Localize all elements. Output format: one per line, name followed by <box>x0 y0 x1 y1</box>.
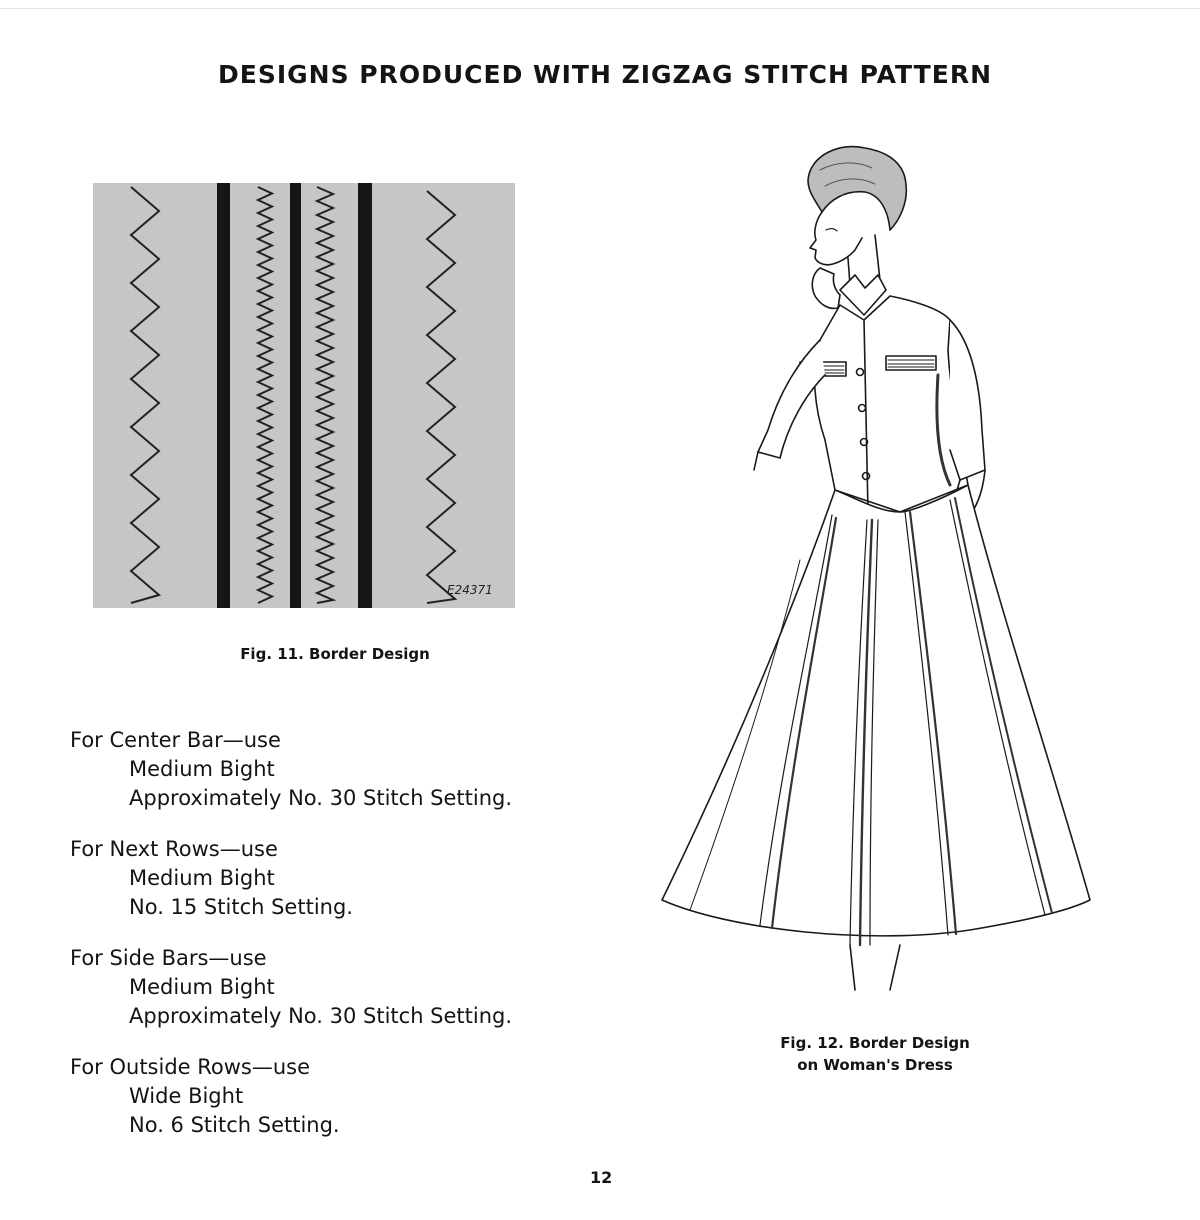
page-number: 12 <box>590 1168 613 1187</box>
instruction-heading: For Next Rows—use <box>70 837 278 861</box>
instruction-stitch-setting: Approximately No. 30 Stitch Setting. <box>129 1004 513 1028</box>
fig12-caption <box>735 1032 1015 1076</box>
bodice <box>815 296 968 512</box>
border-design-sample-image <box>93 183 515 608</box>
instruction-center-bar <box>70 726 630 813</box>
instruction-stitch-setting: No. 15 Stitch Setting. <box>129 895 353 919</box>
hand <box>812 268 840 308</box>
page-title: DESIGNS PRODUCED WITH ZIGZAG STITCH PATTERN <box>217 60 992 89</box>
instruction-heading: For Side Bars—use <box>70 946 267 970</box>
pocket-trim-right <box>886 356 936 370</box>
instruction-side-bars <box>70 944 630 1031</box>
woman-dress-illustration <box>650 140 1100 1020</box>
skirt <box>662 485 1090 936</box>
instruction-bight: Medium Bight <box>129 975 275 999</box>
instruction-stitch-setting: No. 6 Stitch Setting. <box>129 1113 340 1137</box>
instruction-bight: Medium Bight <box>129 757 275 781</box>
instruction-heading: For Outside Rows—use <box>70 1055 311 1079</box>
side-bar-left <box>217 183 230 608</box>
hair <box>808 147 906 230</box>
figure-code: E24371 <box>447 583 493 597</box>
side-bar-right <box>358 183 372 608</box>
instruction-bight: Medium Bight <box>129 866 275 890</box>
instructions <box>70 726 630 1162</box>
right-sleeve <box>950 320 985 480</box>
left-sleeve <box>758 340 825 458</box>
instruction-bight: Wide Bight <box>129 1084 244 1108</box>
center-bar <box>290 183 301 608</box>
instruction-heading: For Center Bar—use <box>70 728 281 752</box>
fig12-caption-line2: on Woman's Dress <box>797 1056 953 1074</box>
instruction-next-rows <box>70 835 630 922</box>
face <box>810 212 862 265</box>
fig11-caption: Fig. 11. Border Design <box>240 645 430 663</box>
top-rule <box>0 8 1200 9</box>
instruction-stitch-setting: Approximately No. 30 Stitch Setting. <box>129 786 513 810</box>
instruction-outside-rows <box>70 1053 630 1140</box>
fig12-caption-line1: Fig. 12. Border Design <box>780 1034 970 1052</box>
